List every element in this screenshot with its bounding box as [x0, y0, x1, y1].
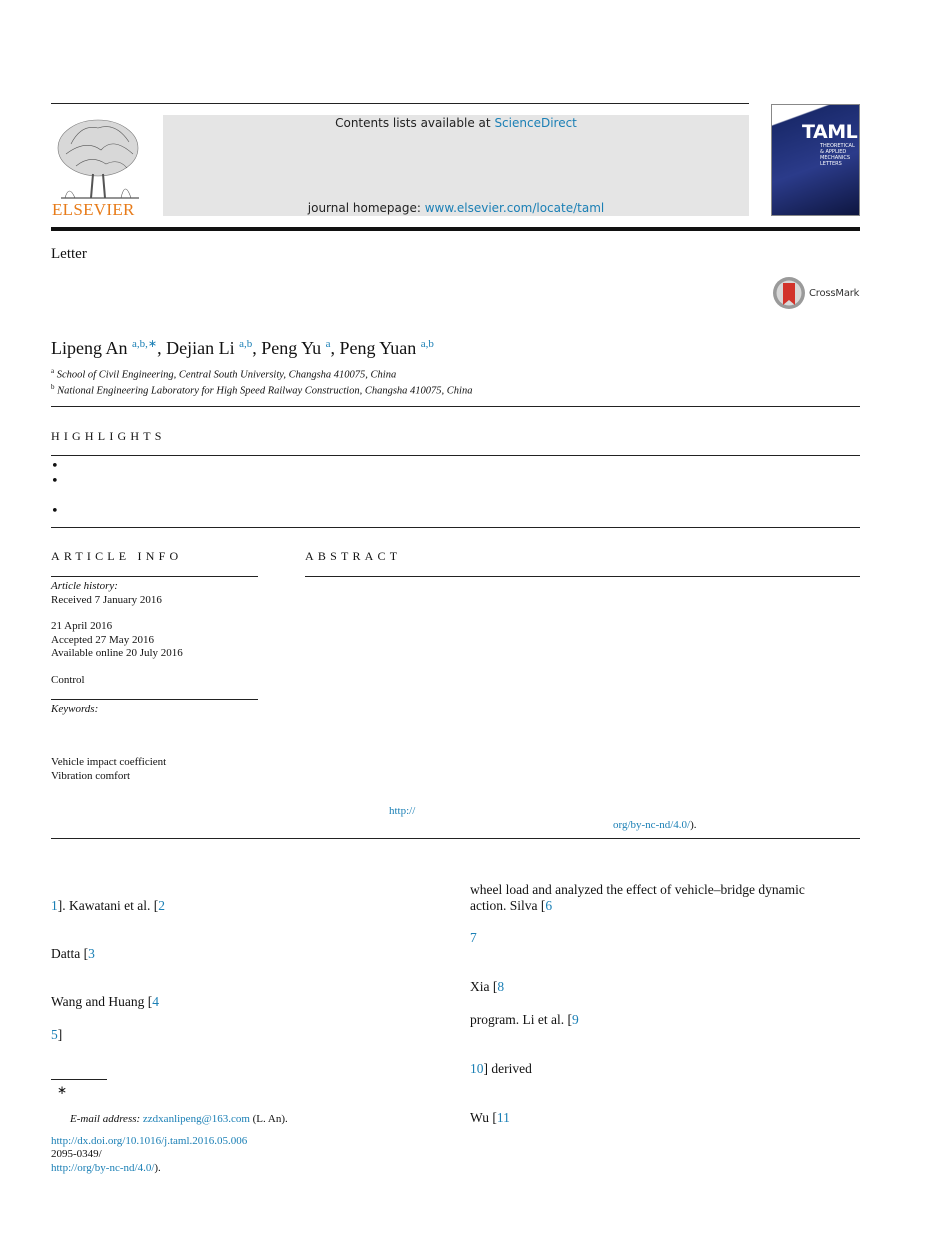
body-line: wheel load and analyzed the effect of vehicle–bridge dynamic	[470, 882, 805, 897]
keywords-label: Keywords:	[51, 703, 99, 715]
reference-link[interactable]: 1	[51, 898, 58, 913]
keyword-item: Vibration comfort	[51, 770, 131, 782]
author-name: Dejian Li	[166, 338, 235, 358]
author-affiliation-mark[interactable]: a,b	[239, 338, 253, 350]
body-line	[470, 898, 552, 914]
homepage-line	[163, 201, 749, 215]
divider	[305, 576, 860, 577]
email-line	[70, 1113, 288, 1125]
body-text: program. Li et al. [	[470, 1012, 572, 1027]
elsevier-wordmark: ELSEVIER	[52, 200, 135, 219]
crossmark-label: CrossMark	[809, 288, 860, 299]
divider	[51, 699, 258, 700]
body-text: ]	[57, 1027, 63, 1042]
reference-link[interactable]: 7	[470, 930, 477, 945]
received-date: Received 7 January 2016	[51, 594, 162, 606]
license-suffix: ).	[690, 819, 697, 831]
author-separator: ,	[157, 338, 167, 358]
author-separator: ,	[252, 338, 262, 358]
license-line	[51, 1162, 161, 1174]
header-thick-rule	[51, 227, 860, 231]
divider	[51, 527, 860, 528]
body-line	[51, 1027, 62, 1043]
online-date: Available online 20 July 2016	[51, 647, 183, 659]
author-name: Peng Yuan	[339, 338, 417, 358]
control-text: Control	[51, 674, 85, 686]
license-link[interactable]: org/by-nc-nd/4.0/	[613, 819, 691, 831]
reference-link[interactable]: 10	[470, 1061, 484, 1076]
email-link[interactable]: zzdxanlipeng@163.com	[142, 1113, 250, 1125]
email-suffix: (L. An).	[249, 1113, 288, 1125]
accepted-date: Accepted 27 May 2016	[51, 634, 154, 646]
history-label: Article history:	[51, 580, 118, 592]
reference-link[interactable]: 4	[152, 994, 160, 1009]
author-affiliation-mark[interactable]: a	[325, 338, 331, 350]
reference-link[interactable]: 3	[88, 946, 95, 961]
body-text: Datta [	[51, 946, 89, 961]
body-text: action. Silva [	[470, 898, 546, 913]
highlight-bullet: •	[51, 459, 59, 474]
body-line	[51, 994, 159, 1010]
body-line	[470, 1061, 532, 1077]
revised-date: 21 April 2016	[51, 620, 113, 632]
divider	[51, 838, 860, 839]
body-line	[470, 1110, 510, 1126]
license-link[interactable]: http://org/by-nc-nd/4.0/	[51, 1162, 155, 1174]
body-line	[51, 898, 165, 914]
reference-link[interactable]: 9	[571, 1012, 579, 1027]
body-text: Xia [	[470, 979, 498, 994]
keyword-item: Vehicle impact coefficient	[51, 756, 167, 768]
license-line	[613, 819, 697, 833]
header-top-rule	[51, 103, 749, 104]
highlights-heading: HIGHLIGHTS	[51, 429, 166, 443]
contents-prefix: Contents lists available at	[335, 116, 495, 130]
cover-title: TAML	[802, 121, 858, 143]
highlight-bullet: •	[51, 504, 59, 519]
divider	[51, 406, 860, 407]
journal-cover-image	[771, 104, 860, 216]
body-line	[51, 946, 95, 962]
divider	[51, 455, 860, 456]
author-separator: ,	[330, 338, 340, 358]
affiliation-text: National Engineering Laboratory for High Speed Railway Construction, Changsha 410075, China	[57, 385, 473, 397]
body-line	[470, 979, 504, 995]
article-info-heading: ARTICLE INFO	[51, 549, 183, 563]
body-text: ]. Kawatani et al. [	[57, 898, 159, 913]
abstract-heading: ABSTRACT	[305, 549, 402, 563]
doi-link[interactable]: http://dx.doi.org/10.1016/j.taml.2016.05.006	[51, 1135, 248, 1147]
article-type: Letter	[51, 246, 87, 262]
journal-homepage-link[interactable]: www.elsevier.com/locate/taml	[424, 201, 605, 215]
body-text: Wang and Huang [	[51, 994, 153, 1009]
body-line	[470, 1012, 579, 1028]
reference-link[interactable]: 5	[51, 1027, 58, 1042]
author-affiliation-mark[interactable]: a,b	[420, 338, 434, 350]
affiliation-mark: b	[51, 383, 55, 391]
divider	[51, 576, 258, 577]
body-text: ] derived	[483, 1061, 532, 1076]
affiliation-mark: a	[51, 367, 55, 375]
body-text: Wu [	[470, 1110, 497, 1125]
footnote-star: ∗	[57, 1083, 68, 1097]
issn-text: 2095-0349/	[51, 1148, 102, 1160]
author-list	[51, 337, 434, 359]
homepage-prefix: journal homepage:	[307, 201, 425, 215]
author-affiliation-mark[interactable]: a,b,∗	[132, 338, 158, 350]
affiliation-b	[51, 383, 472, 397]
affiliation-a	[51, 367, 396, 381]
footnote-rule	[51, 1079, 107, 1080]
affiliation-text: School of Civil Engineering, Central South University, Changsha 410075, China	[56, 369, 397, 381]
license-suffix: ).	[154, 1162, 161, 1174]
reference-link[interactable]: 8	[497, 979, 505, 994]
highlight-bullet: •	[51, 474, 59, 489]
license-link[interactable]: http://	[389, 805, 416, 817]
reference-link[interactable]: 2	[158, 898, 165, 913]
sciencedirect-link[interactable]: ScienceDirect	[494, 116, 577, 130]
author-name: Peng Yu	[261, 338, 322, 358]
cover-subtitle: THEORETICAL & APPLIED MECHANICS LETTERS	[820, 143, 855, 167]
reference-link[interactable]: 11	[496, 1110, 510, 1125]
body-line	[470, 930, 477, 946]
contents-line	[163, 116, 749, 130]
reference-link[interactable]: 6	[545, 898, 553, 913]
author-name: Lipeng An	[51, 338, 128, 358]
email-label: E-mail address:	[70, 1113, 143, 1125]
